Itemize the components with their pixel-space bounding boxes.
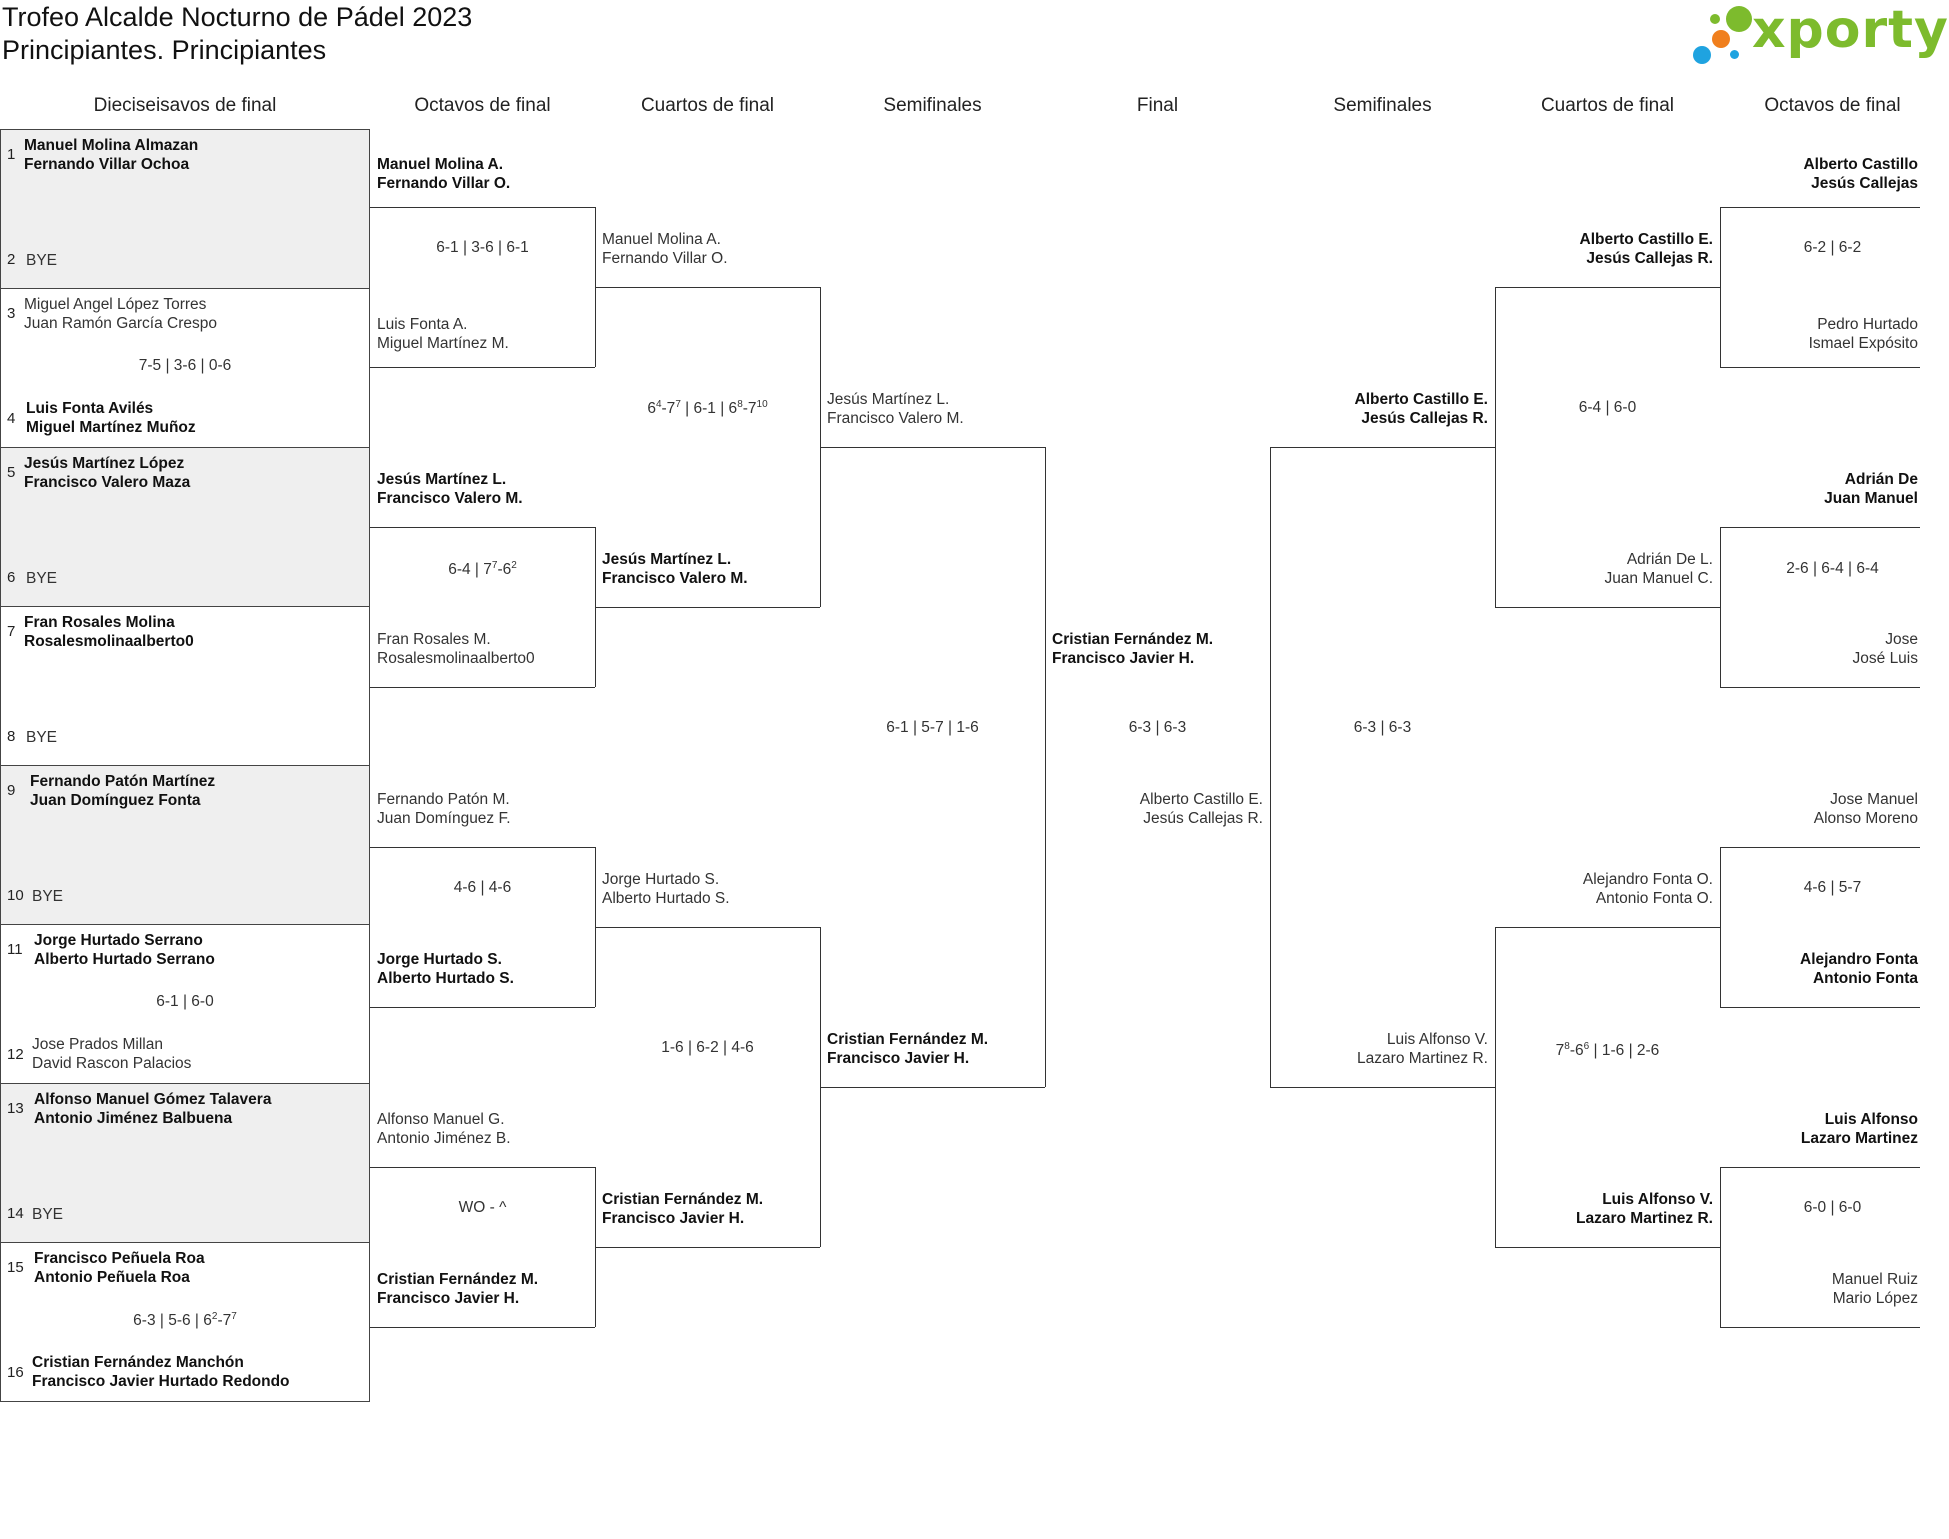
team-player-name: Jesús Martínez López [24, 455, 185, 472]
team-player-name: Fran Rosales M. [377, 631, 491, 648]
bracket-line [1495, 927, 1720, 928]
team-player-name: José Luis [1852, 650, 1918, 667]
team-player-name: Alberto Hurtado S. [602, 890, 730, 907]
bracket-line [370, 847, 595, 848]
team-player-name: Jesús Callejas R. [1586, 250, 1713, 267]
team-player-name: Jesús Callejas [1811, 175, 1918, 192]
round-of-16-team [377, 790, 597, 828]
bracket-line [1720, 367, 1920, 368]
team-player-name: Antonio Peñuela Roa [34, 1269, 190, 1286]
team-player-name: Francisco Peñuela Roa [34, 1250, 205, 1267]
round-of-16-team [1700, 950, 1918, 988]
round-of-16-team [1700, 1110, 1918, 1148]
bracket-line [820, 1087, 1045, 1088]
first-round-team [26, 399, 346, 437]
team-player-name: Francisco Javier Hurtado Redondo [32, 1373, 290, 1390]
round-of-16-team [377, 315, 597, 353]
round-of-16-team [1700, 790, 1918, 828]
bracket-line [1270, 447, 1495, 448]
match-score [845, 719, 1020, 737]
seed-number: 15 [7, 1259, 24, 1276]
logo-dot-blue [1693, 46, 1711, 64]
round-of-16-team [377, 630, 597, 668]
seed-number: 5 [7, 464, 16, 481]
team-player-name: Miguel Angel López Torres [24, 296, 207, 313]
bye-label: BYE [26, 252, 58, 269]
team-player-name: Ismael Expósito [1808, 335, 1918, 352]
seed-number: 7 [7, 623, 16, 640]
quarter-final-team [1495, 230, 1713, 268]
score-value: 6-3 | 5-6 | 6 [133, 1312, 212, 1330]
first-round-team [34, 1249, 354, 1287]
team-player-name: Juan Manuel C. [1604, 570, 1713, 587]
team-player-name: Francisco Valero Maza [24, 474, 191, 491]
bracket-line [1720, 847, 1920, 848]
xporty-logo [1690, 0, 1949, 70]
team-player-name: Lazaro Martinez R. [1357, 1050, 1488, 1067]
team-player-name: Francisco Valero M. [827, 410, 964, 427]
bracket-line [1720, 527, 1920, 528]
team-player-name: Fernando Patón Martínez [30, 773, 216, 790]
logo-wordmark: xporty [1752, 0, 1949, 60]
team-player-name: Alfonso Manuel G. [377, 1111, 505, 1128]
team-player-name: Mario López [1832, 1290, 1918, 1307]
team-player-name: Jesús Martínez L. [377, 471, 507, 488]
logo-dot-small-green [1710, 14, 1720, 24]
semi-final-team [1270, 1030, 1488, 1068]
first-round-team [32, 1035, 352, 1073]
score-value: 6-1 | 3-6 | 6-1 [436, 239, 529, 256]
seed-number: 12 [7, 1046, 24, 1063]
score-value: 6-3 | 6-3 [1128, 719, 1187, 736]
bracket-line [1720, 527, 1721, 687]
team-player-name: Cristian Fernández Manchón [32, 1354, 244, 1371]
team-player-name: Francisco Javier H. [602, 1210, 745, 1227]
team-player-name: Fernando Villar O. [377, 175, 511, 192]
team-player-name: Adrián De [1844, 471, 1918, 488]
bracket-line [370, 1167, 595, 1168]
first-round-team [34, 1090, 354, 1128]
bracket-line [1495, 287, 1496, 607]
seed-number: 8 [7, 728, 16, 745]
match-score [395, 560, 570, 579]
team-player-name: Alejandro Fonta [1800, 951, 1918, 968]
match-score [60, 357, 310, 375]
match-score [395, 239, 570, 257]
team-player-name: Jose Manuel [1830, 791, 1918, 808]
team-player-name: Jorge Hurtado S. [377, 951, 502, 968]
seed-number: 10 [7, 887, 24, 904]
team-player-name: Juan Ramón García Crespo [24, 315, 217, 332]
first-round-team [34, 931, 354, 969]
bracket-line [1495, 287, 1720, 288]
match-score [620, 399, 795, 418]
team-player-name: Alejandro Fonta O. [1582, 871, 1713, 888]
team-player-name: Manuel Molina A. [602, 231, 721, 248]
bracket-line [595, 1247, 820, 1248]
team-player-name: Alberto Castillo [1803, 156, 1918, 173]
team-player-name: Manuel Molina Almazan [24, 137, 199, 154]
round-of-16-team [1700, 630, 1918, 668]
team-player-name: Jesús Callejas R. [1361, 410, 1488, 427]
round-of-16-team [1700, 470, 1918, 508]
team-player-name: David Rascon Palacios [32, 1055, 192, 1072]
match-score [1745, 560, 1920, 578]
round-of-16-team [377, 155, 597, 193]
finalist-team [1045, 790, 1263, 828]
team-player-name: Cristian Fernández M. [1052, 631, 1214, 648]
team-player-name: Alberto Castillo E. [1139, 791, 1263, 808]
bracket-line [1720, 1167, 1920, 1168]
round-of-16-team [377, 470, 597, 508]
bracket-line [370, 527, 595, 528]
team-player-name: Jesús Martínez L. [827, 391, 950, 408]
score-tiebreak-detail: $^7-6^2$ [491, 560, 517, 579]
match-score [60, 1311, 310, 1330]
bye-label: BYE [26, 570, 58, 587]
team-player-name: Lazaro Martinez [1800, 1130, 1918, 1147]
seed-number: 14 [7, 1205, 24, 1222]
team-player-name: Fran Rosales Molina [24, 614, 175, 631]
first-round-team [32, 1353, 352, 1391]
round-of-16-team [377, 1110, 597, 1148]
bracket-line [370, 1007, 595, 1008]
page-title: Trofeo Alcalde Nocturno de Pádel 2023 [2, 2, 473, 32]
round-header-r16-right: Octavos de final [1764, 95, 1901, 116]
logo-dot-green [1726, 6, 1752, 32]
round-of-16-team [377, 1270, 597, 1308]
team-player-name: Alfonso Manuel Gómez Talavera [34, 1091, 272, 1108]
team-player-name: Luis Fonta Avilés [26, 400, 154, 417]
bye-label: BYE [32, 888, 64, 905]
bracket-line [1045, 447, 1046, 1087]
semi-final-team [827, 1030, 1047, 1068]
first-round-team [24, 136, 344, 174]
round-of-16-team [1700, 315, 1918, 353]
bracket-line [1720, 687, 1920, 688]
match-score [620, 1039, 795, 1057]
team-player-name: Lazaro Martinez R. [1576, 1210, 1713, 1227]
score-value: 6-2 | 6-2 [1803, 239, 1862, 256]
seed-number: 4 [7, 410, 16, 427]
bracket-line [1720, 207, 1721, 367]
team-player-name: Pedro Hurtado [1817, 316, 1918, 333]
logo-dot-orange [1712, 30, 1730, 48]
team-player-name: Adrián De L. [1626, 551, 1713, 568]
round-header-sf-left: Semifinales [883, 95, 982, 116]
bracket-line [1270, 1087, 1495, 1088]
quarter-final-team [1495, 870, 1713, 908]
team-player-name: Alberto Hurtado Serrano [34, 951, 215, 968]
bracket-line [370, 687, 595, 688]
match-score [1745, 1199, 1920, 1217]
team-player-name: Alberto Hurtado S. [377, 970, 514, 987]
quarter-final-team [602, 550, 822, 588]
score-tiebreak-detail: $^4-7^7$ | 6-1 | $6^8-7^{10}$ [655, 399, 768, 418]
score-value: 6 [647, 400, 656, 418]
seed-number: 1 [7, 146, 16, 163]
bracket-line [370, 1327, 595, 1328]
match-score [395, 879, 570, 897]
first-round-team [24, 295, 344, 333]
team-player-name: Manuel Molina A. [377, 156, 504, 173]
team-player-name: Fernando Villar Ochoa [24, 156, 190, 173]
team-player-name: Luis Alfonso V. [1602, 1191, 1713, 1208]
team-player-name: Luis Alfonso V. [1386, 1031, 1488, 1048]
round-of-16-team [1700, 1270, 1918, 1308]
team-player-name: Jesús Martínez L. [602, 551, 732, 568]
round-header-final: Final [1136, 95, 1179, 116]
final-score [1070, 719, 1245, 737]
seed-number: 6 [7, 569, 16, 586]
team-player-name: Alberto Castillo E. [1579, 231, 1713, 248]
seed-number: 2 [7, 251, 16, 268]
team-player-name: Cristian Fernández M. [377, 1271, 539, 1288]
bracket-line [1270, 447, 1271, 1087]
score-value: 6-0 | 6-0 [1803, 1199, 1862, 1216]
quarter-final-team [602, 230, 822, 268]
bracket-line [1720, 1167, 1721, 1327]
bracket-line [370, 207, 595, 208]
team-player-name: Luis Fonta A. [377, 316, 468, 333]
team-player-name: Rosalesmolinaalberto0 [24, 633, 194, 650]
quarter-final-team [602, 1190, 822, 1228]
bracket-line [370, 367, 595, 368]
quarter-final-team [1495, 1190, 1713, 1228]
team-player-name: Francisco Valero M. [602, 570, 748, 587]
team-player-name: Francisco Javier H. [1052, 650, 1195, 667]
semi-final-team [827, 390, 1047, 428]
bye-label: BYE [26, 729, 58, 746]
score-value: 4-6 | 5-7 [1803, 879, 1862, 896]
score-tiebreak-detail: $^8-6^6$ | 1-6 | 2-6 [1564, 1041, 1660, 1060]
team-player-name: Jose [1885, 631, 1918, 648]
score-value: 6-3 | 6-3 [1353, 719, 1412, 736]
team-player-name: Alberto Castillo E. [1354, 391, 1488, 408]
team-player-name: Antonio Fonta [1812, 970, 1918, 987]
team-player-name: Manuel Ruiz [1831, 1271, 1918, 1288]
bracket-line [595, 287, 820, 288]
score-value: 6-4 | 6-0 [1578, 399, 1637, 416]
seed-number: 11 [7, 941, 23, 958]
bracket-line [1495, 607, 1720, 608]
round-header-r32: Dieciseisavos de final [93, 95, 277, 116]
round-header-sf-right: Semifinales [1333, 95, 1432, 116]
score-value: 2-6 | 6-4 | 6-4 [1786, 560, 1879, 577]
score-value: 6-1 | 6-0 [156, 993, 214, 1010]
team-player-name: Jose Prados Millan [32, 1036, 163, 1053]
bracket-line [1495, 1247, 1720, 1248]
score-value: 1-6 | 6-2 | 4-6 [661, 1039, 754, 1056]
round-header-qf-left: Cuartos de final [640, 95, 775, 116]
match-score [1295, 719, 1470, 737]
round-header-qf-right: Cuartos de final [1540, 95, 1675, 116]
team-player-name: Luis Alfonso [1824, 1111, 1918, 1128]
team-player-name: Francisco Javier H. [827, 1050, 970, 1067]
score-tiebreak-detail: $^2-7^7$ [211, 1311, 237, 1330]
bracket-line [1495, 927, 1496, 1247]
round-of-16-team [377, 950, 597, 988]
quarter-final-team [1495, 550, 1713, 588]
seed-number: 16 [7, 1364, 24, 1381]
first-round-team [30, 772, 350, 810]
match-score [1745, 879, 1920, 897]
bye-label: BYE [32, 1206, 64, 1223]
team-player-name: Fernando Patón M. [377, 791, 510, 808]
round-header-r16-left: Octavos de final [414, 95, 551, 116]
match-score [1520, 399, 1695, 417]
team-player-name: Jorge Hurtado S. [602, 871, 720, 888]
quarter-final-team [602, 870, 822, 908]
team-player-name: Antonio Jiménez B. [377, 1130, 511, 1147]
team-player-name: Francisco Javier H. [377, 1290, 520, 1307]
team-player-name: Miguel Martínez M. [377, 335, 509, 352]
score-value: 7 [1555, 1042, 1565, 1060]
team-player-name: Cristian Fernández M. [602, 1191, 764, 1208]
bracket-line [1720, 1007, 1920, 1008]
team-player-name: Antonio Fonta O. [1595, 890, 1713, 907]
team-player-name: Fernando Villar O. [602, 250, 728, 267]
team-player-name: Rosalesmolinaalberto0 [377, 650, 535, 667]
match-score [1745, 239, 1920, 257]
bracket-line [595, 607, 820, 608]
team-player-name: Alonso Moreno [1813, 810, 1918, 827]
match-score [395, 1199, 570, 1217]
seed-number: 3 [7, 305, 16, 322]
logo-dot-small-blue [1730, 50, 1739, 59]
team-player-name: Jesús Callejas R. [1143, 810, 1263, 827]
team-player-name: Cristian Fernández M. [827, 1031, 989, 1048]
team-player-name: Jorge Hurtado Serrano [34, 932, 203, 949]
seed-number: 13 [7, 1100, 24, 1117]
first-round-team [24, 613, 344, 651]
semi-final-team [1270, 390, 1488, 428]
team-player-name: Juan Domínguez Fonta [30, 792, 201, 809]
bracket-line [595, 927, 820, 928]
bracket-line [1720, 207, 1920, 208]
score-value: 7-5 | 3-6 | 0-6 [138, 357, 232, 374]
match-score [60, 993, 310, 1011]
seed-number: 9 [7, 782, 16, 799]
score-value: WO - ^ [458, 1199, 507, 1216]
first-round-team [24, 454, 344, 492]
bracket-line [820, 447, 1045, 448]
finalist-team [1052, 630, 1272, 668]
score-value: 4-6 | 4-6 [453, 879, 512, 896]
team-player-name: Francisco Valero M. [377, 490, 523, 507]
score-value: 6-4 | 7 [448, 561, 492, 579]
round-of-16-team [1700, 155, 1918, 193]
team-player-name: Antonio Jiménez Balbuena [34, 1110, 233, 1127]
match-score [1520, 1041, 1695, 1060]
score-value: 6-1 | 5-7 | 1-6 [886, 719, 979, 736]
team-player-name: Miguel Martínez Muñoz [26, 419, 196, 436]
bracket-line [1720, 1327, 1920, 1328]
team-player-name: Juan Manuel [1824, 490, 1918, 507]
team-player-name: Juan Domínguez F. [377, 810, 511, 827]
bracket-line [1720, 847, 1721, 1007]
page-subtitle: Principiantes. Principiantes [2, 35, 327, 65]
